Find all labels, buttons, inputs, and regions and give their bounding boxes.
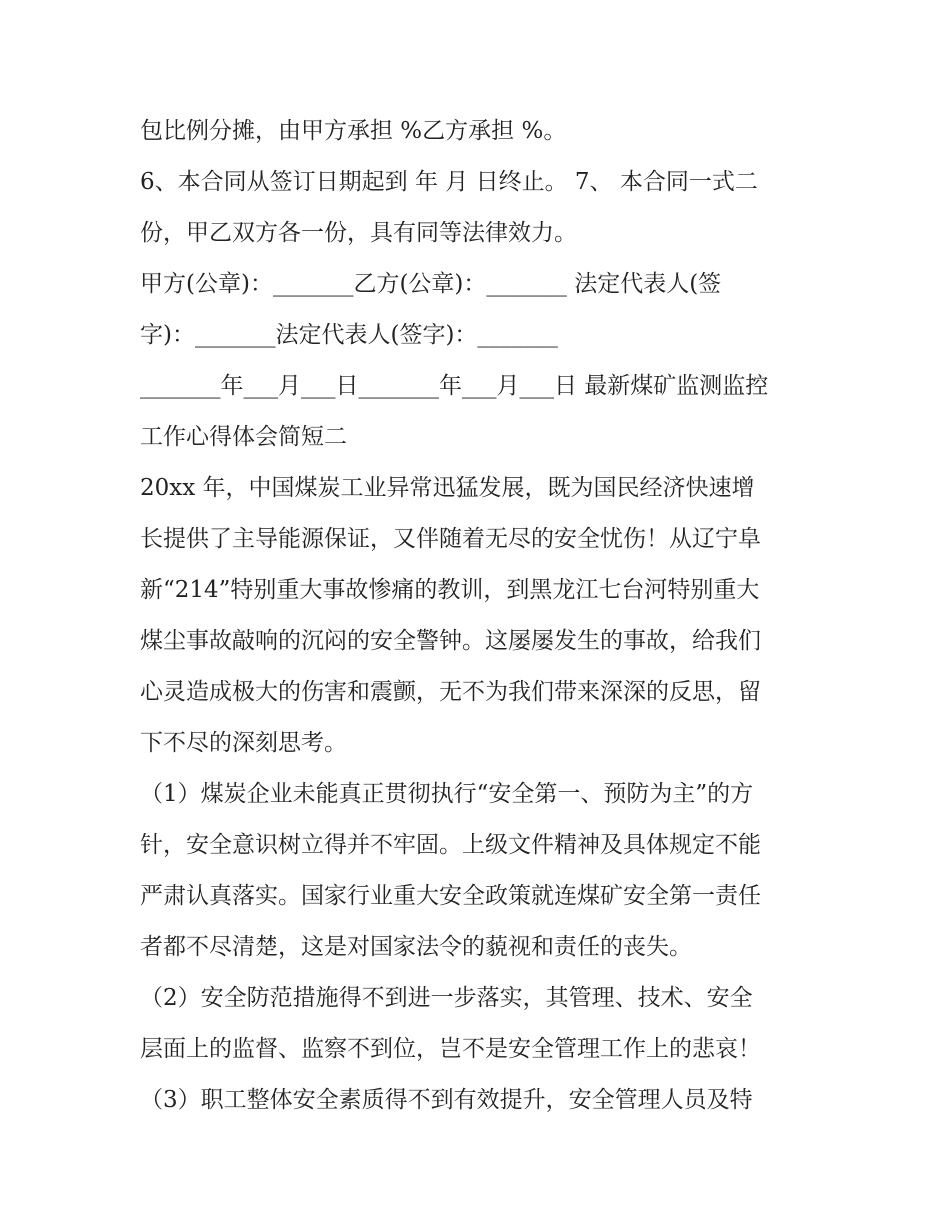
text-line-6: _______年___月___日_______年___月___日 最新煤矿监测监控: [140, 373, 769, 399]
text-line-13: 下不尽的深刻思考。: [140, 730, 347, 756]
text-line-9: 长提供了主导能源保证，又伴随着无尽的安全忧伤！从辽宁阜: [140, 526, 761, 552]
list-item-1-line-3: 严肃认真落实。国家行业重大安全政策就连煤矿安全第一责任: [140, 883, 761, 909]
document-body: [140, 106, 820, 1126]
section-title: 工作心得体会简短二: [140, 424, 347, 450]
text-line-4: 甲方(公章)：_______乙方(公章)：_______ 法定代表人(签: [140, 271, 722, 297]
text-line-2: 6、本合同从签订日期起到 年 月 日终止。 7、 本合同一式二: [140, 169, 758, 195]
list-item-1-line-4: 者都不尽清楚，这是对国家法令的藐视和责任的丧失。: [140, 934, 692, 960]
text-line-5: 字)：_______法定代表人(签字)：_______: [140, 322, 558, 348]
text-line-11: 煤尘事故敲响的沉闷的安全警钟。这屡屡发生的事故，给我们: [140, 628, 761, 654]
list-item-2-line-1: （2）安全防范措施得不到进一步落实，其管理、技术、安全: [140, 985, 753, 1011]
text-line-1: 包比例分摊，由甲方承担 %乙方承担 %。: [140, 118, 567, 144]
list-item-1-line-1: （1）煤炭企业未能真正贯彻执行“安全第一、预防为主”的方: [140, 781, 754, 807]
list-item-1-line-2: 针，安全意识树立得并不牢固。上级文件精神及具体规定不能: [140, 832, 761, 858]
text-line-3: 份，甲乙双方各一份，具有同等法律效力。: [140, 220, 577, 246]
text-line-12: 心灵造成极大的伤害和震颤，无不为我们带来深深的反思，留: [140, 679, 761, 705]
list-item-2-line-2: 层面上的监督、监察不到位，岂不是安全管理工作上的悲哀！: [140, 1036, 761, 1062]
list-item-3-line-1: （3）职工整体安全素质得不到有效提升，安全管理人员及特: [140, 1087, 753, 1113]
text-line-10: 新“214”特别重大事故惨痛的教训，到黑龙江七台河特别重大: [140, 577, 760, 603]
text-line-8: 20xx 年，中国煤炭工业异常迅猛发展，既为国民经济快速增: [140, 475, 755, 501]
